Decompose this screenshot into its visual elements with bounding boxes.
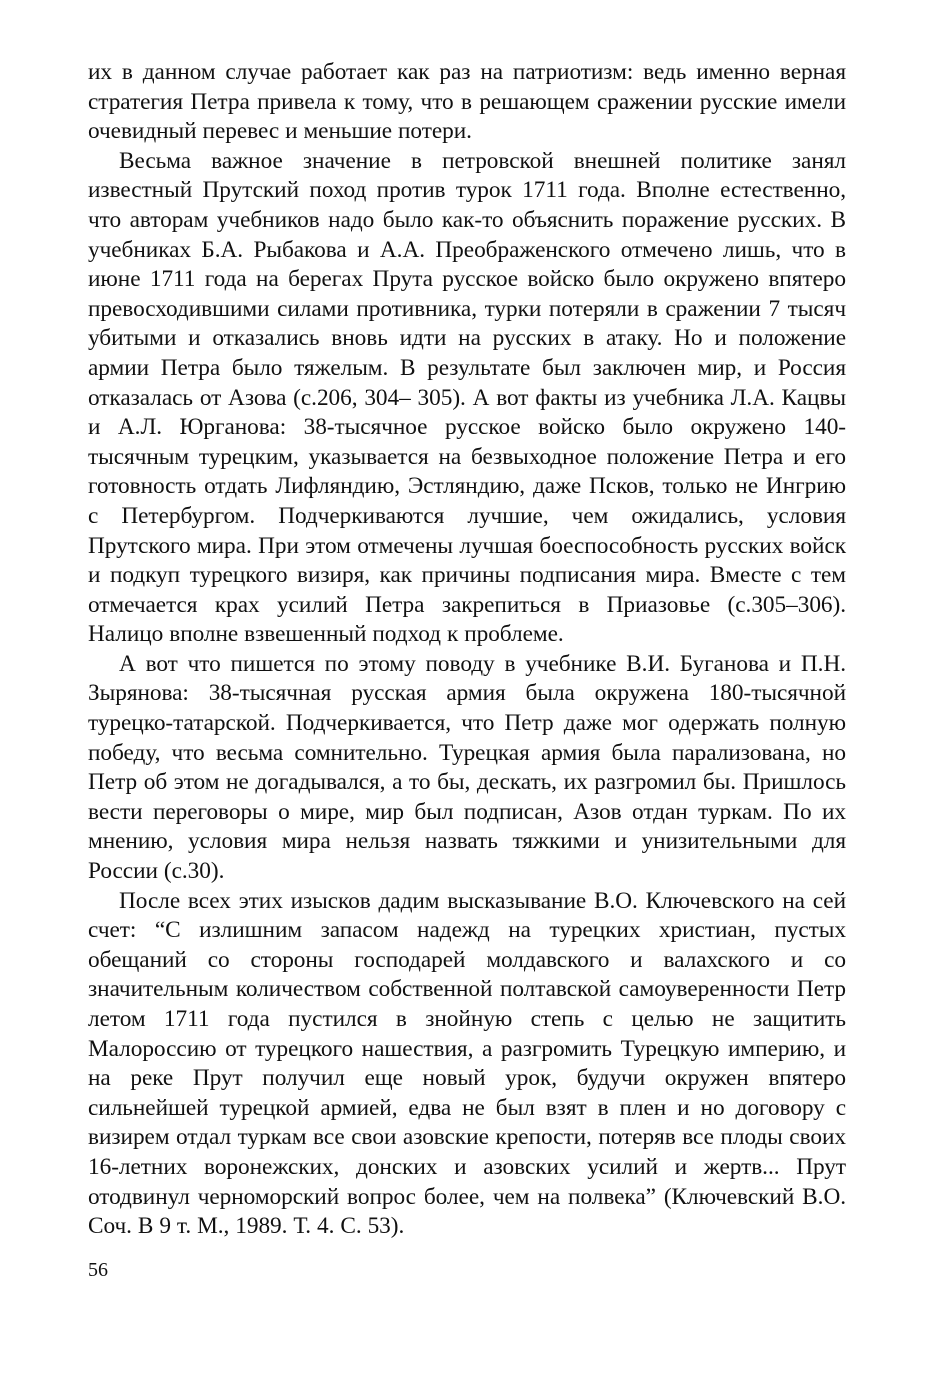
paragraph-klyuchevsky-quote: После всех этих изысков дадим высказывание В.О. Ключевского на сей счет: “С излишним запасом надежд на турецких христиан, пустых обещаний со стороны господарей молдавского и валахского и со значительным количеством собственной полтавской самоуверенности Петр летом 1711 года пустился в знойную степь с целью не защитить Малороссию от турецкого нашествия, а разгромить Турецкую империю, и на реке Прут получил еще новый урок, будучи окружен впятеро сильнейшей турецкой армией, едва не был взят в плен и но договору с визирем отдал туркам все свои азовские крепости, потеряв все плоды своих 16-летних воронежских, донских и азовских усилий и жертв... Прут отодвинул черноморский вопрос более, чем на полвека” (Ключевский В.О. Соч. В 9 т. М., 1989. Т. 4. С. 53).: [88, 887, 846, 1240]
paragraph-buganov-zyryanov: А вот что пишется по этому поводу в учебнике В.И. Буганова и П.Н. Зырянова: 38-тысячная русская армия была окружена 180-тысячной турецко-татарской. Подчеркивается, что Петр даже мог одержать полную победу, что весьма сомнительно. Турецкая армия была парализована, но Петр об этом не догадывался, а то бы, дескать, их разгромил бы. Пришлось вести переговоры о мире, мир был подписан, Азов отдан туркам. По их мнению, условия мира нельзя назвать тяжкими и унизительными для России (с.30).: [88, 650, 846, 885]
paragraph-prut-campaign: Весьма важное значение в петровской внешней политике занял известный Прутский поход против турок 1711 года. Вполне естественно, что авторам учебников надо было как-то объяснить поражение русских. В учебниках Б.А. Рыбакова и А.А. Преображенского отмечено лишь, что в июне 1711 года на берегах Прута русское войско было окружено впятеро превосходившими силами противника, турки потеряли в сражении 7 тысяч убитыми и отказались вновь идти на русских в атаку. Но и положение армии Петра было тяжелым. В результате был заключен мир, и Россия отказалась от Азова (с.206, 304– 305). А вот факты из учебника Л.А. Кацвы и А.Л. Юрганова: 38-тысячное русское войско было окружено 140-тысячным турецким, указывается на безвыходное положение Петра и его готовность отдать Лифляндию, Эстляндию, даже Псков, только не Ингрию с Петербургом. Подчеркиваются лучшие, чем ожидались, условия Прутского мира. При этом отмечены лучшая боеспособность русских войск и подкуп турецкого визиря, как причины подписания мира. Вместе с тем отмечается крах усилий Петра закрепиться в Приазовье (с.305–306). Налицо вполне взвешенный подход к проблеме.: [88, 147, 846, 648]
paragraph-continuation: их в данном случае работает как раз на патриотизм: ведь именно верная стратегия Петра привела к тому, что в решающем сражении русские имели очевидный перевес и меньшие потери.: [88, 59, 846, 145]
body-text-column: [88, 58, 846, 1242]
page-number: 56: [88, 1259, 108, 1281]
